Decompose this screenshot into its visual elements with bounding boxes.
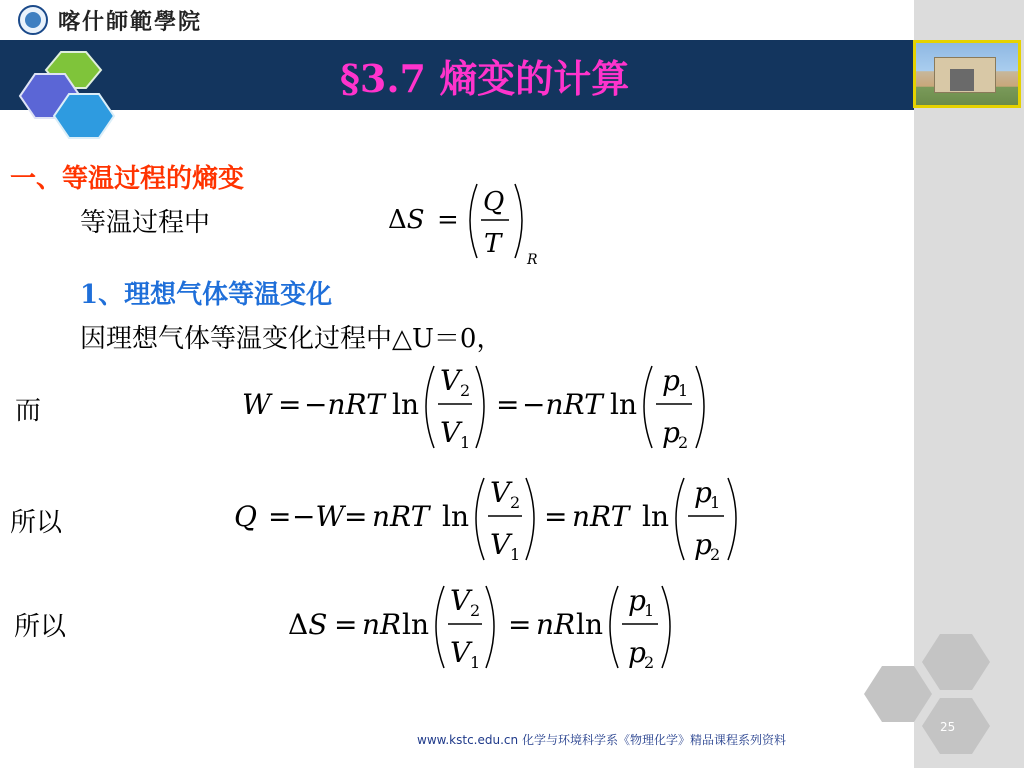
svg-text:1: 1 bbox=[460, 433, 471, 452]
campus-photo bbox=[913, 40, 1021, 108]
footer-url[interactable]: www.kstc.edu.cn bbox=[417, 733, 519, 747]
school-logo bbox=[18, 4, 202, 36]
svg-text:V: V bbox=[450, 636, 471, 669]
equation-work bbox=[240, 356, 720, 456]
logo-emblem-icon bbox=[18, 5, 48, 35]
svg-text:1: 1 bbox=[510, 545, 521, 564]
svg-text:2: 2 bbox=[510, 493, 521, 512]
svg-text:Q: Q bbox=[483, 187, 505, 217]
svg-text:nRT: nRT bbox=[372, 500, 430, 533]
svg-text:2: 2 bbox=[710, 545, 721, 564]
svg-text:=: = bbox=[344, 500, 368, 533]
svg-text:p: p bbox=[694, 476, 712, 509]
svg-text:p: p bbox=[662, 416, 680, 449]
svg-text:ΔS: ΔS bbox=[388, 205, 425, 235]
svg-text:−nRT: −nRT bbox=[304, 388, 385, 421]
svg-text:=: = bbox=[508, 608, 532, 641]
svg-text:ln: ln bbox=[392, 388, 419, 421]
svg-text:=: = bbox=[496, 388, 520, 421]
equation-heat bbox=[232, 468, 752, 568]
svg-text:2: 2 bbox=[644, 653, 655, 672]
equation-entropy-ideal-gas bbox=[286, 576, 706, 676]
svg-text:2: 2 bbox=[678, 433, 689, 452]
sub-heading: 1、理想气体等温变化 bbox=[80, 280, 333, 310]
svg-text:Q: Q bbox=[234, 500, 257, 533]
svg-text:ln: ln bbox=[442, 500, 469, 533]
svg-text:V: V bbox=[440, 416, 461, 449]
svg-text:=: = bbox=[544, 500, 568, 533]
svg-text:V: V bbox=[450, 584, 471, 617]
svg-text:ln: ln bbox=[642, 500, 669, 533]
svg-text:1: 1 bbox=[470, 653, 481, 672]
svg-text:ΔS: ΔS bbox=[288, 608, 328, 641]
svg-text:1: 1 bbox=[678, 381, 689, 400]
svg-text:−W: −W bbox=[292, 500, 345, 533]
svg-text:V: V bbox=[440, 364, 461, 397]
svg-text:p: p bbox=[694, 528, 712, 561]
label-er: 而 bbox=[15, 396, 42, 426]
svg-text:p: p bbox=[628, 636, 646, 669]
svg-text:−nRT: −nRT bbox=[522, 388, 603, 421]
svg-text:1: 1 bbox=[644, 601, 655, 620]
label-suoyi-1: 所以 bbox=[10, 508, 63, 538]
svg-text:2: 2 bbox=[470, 601, 481, 620]
footer-caption: 化学与环境科学系《物理化学》精品课程系列资料 bbox=[521, 733, 786, 747]
svg-text:p: p bbox=[628, 584, 646, 617]
svg-text:R: R bbox=[527, 252, 538, 268]
decorative-hexagons-bottom-icon bbox=[860, 628, 1000, 768]
svg-text:nRT: nRT bbox=[572, 500, 630, 533]
svg-text:ln: ln bbox=[402, 608, 429, 641]
svg-text:nR: nR bbox=[362, 608, 402, 641]
svg-text:nR: nR bbox=[536, 608, 576, 641]
logo-text: 喀什師範學院 bbox=[58, 8, 203, 35]
svg-text:=: = bbox=[278, 388, 302, 421]
equation-entropy-isothermal bbox=[385, 178, 555, 268]
page-title: §3.7 熵变的计算 bbox=[340, 56, 630, 101]
svg-text:2: 2 bbox=[460, 381, 471, 400]
svg-text:V: V bbox=[490, 528, 511, 561]
svg-text:=: = bbox=[437, 205, 459, 235]
svg-text:=: = bbox=[334, 608, 358, 641]
svg-text:ln: ln bbox=[576, 608, 603, 641]
svg-text:=: = bbox=[268, 500, 292, 533]
section-heading: 一、等温过程的熵变 bbox=[10, 164, 245, 194]
decorative-hexagons-icon bbox=[10, 44, 130, 144]
svg-text:ln: ln bbox=[610, 388, 637, 421]
isothermal-line: 等温过程中 bbox=[80, 208, 211, 238]
svg-text:V: V bbox=[490, 476, 511, 509]
footer bbox=[417, 731, 786, 748]
svg-text:1: 1 bbox=[710, 493, 721, 512]
svg-text:p: p bbox=[662, 364, 680, 397]
page-number: 25 bbox=[940, 720, 956, 734]
svg-text:T: T bbox=[484, 229, 502, 259]
svg-text:W: W bbox=[242, 388, 271, 421]
sub-line: 因理想气体等温变化过程中△U＝0， bbox=[80, 324, 503, 354]
label-suoyi-2: 所以 bbox=[14, 612, 67, 642]
